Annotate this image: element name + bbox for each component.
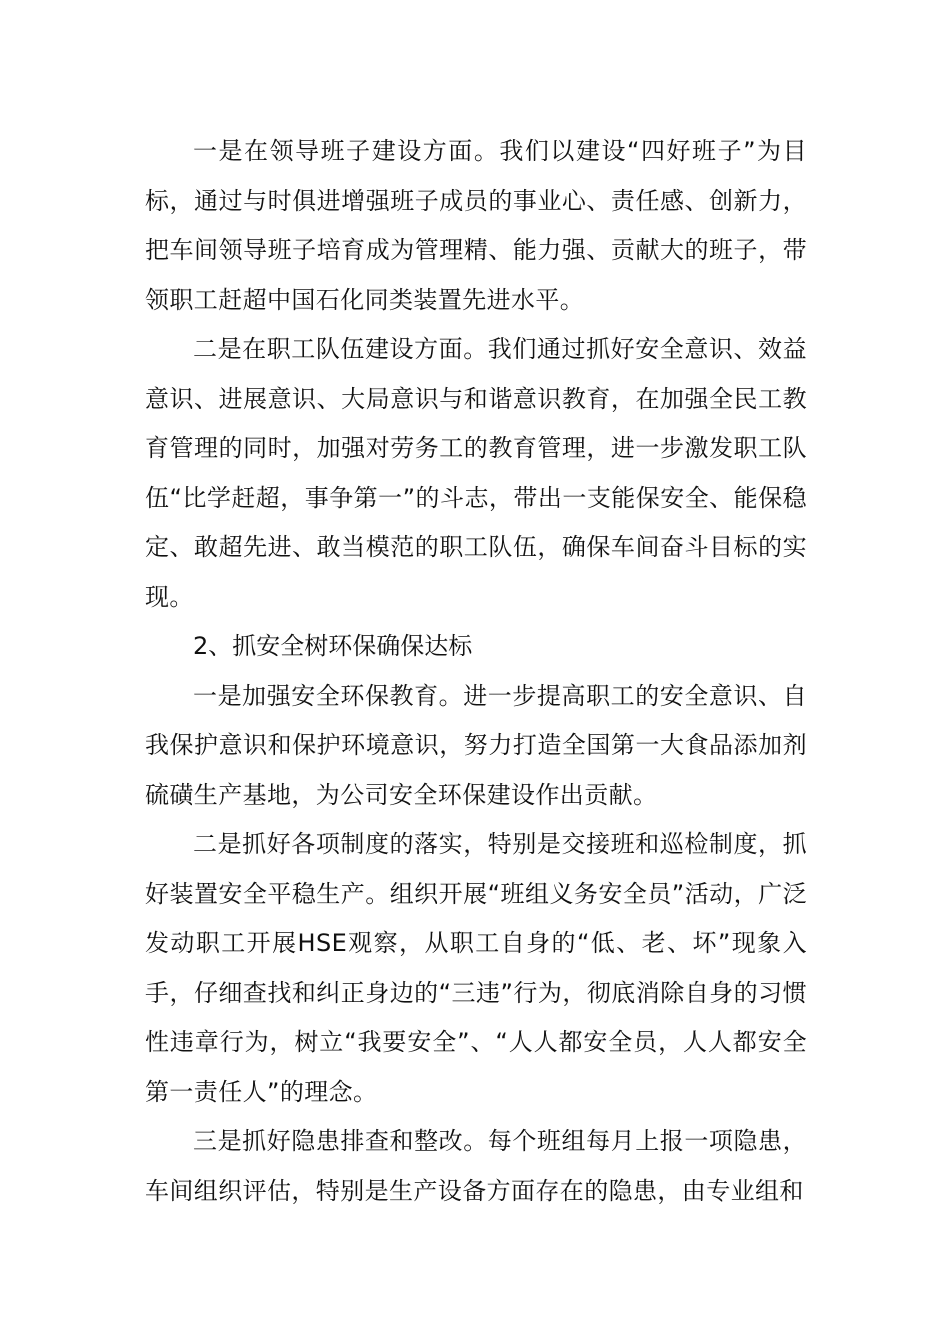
paragraph-hazard-inspection: 三是抓好隐患排查和整改。每个班组每月上报一项隐患，车间组织评估，特别是生产设备方面存在的隐患，由专业组和 <box>145 1127 807 1205</box>
paragraph-rules-implementation: 二是抓好各项制度的落实，特别是交接班和巡检制度，抓好装置安全平稳生产。组织开展“班组义务安全员”活动，广泛发动职工开展HSE观察，从职工自身的“低、老、坏”现象入手，仔细查找和纠正身边的“三违”行为，彻底消除自身的习惯性违章行为，树立“我要安全”、“人人都安全员，人人都安全第一责任人”的理念。 <box>145 830 807 1106</box>
paragraph-safety-education: 一是加强安全环保教育。进一步提高职工的安全意识、自我保护意识和保护环境意识，努力打造全国第一大食品添加剂硫磺生产基地，为公司安全环保建设作出贡献。 <box>145 681 807 809</box>
paragraph-workforce: 二是在职工队伍建设方面。我们通过抓好安全意识、效益意识、进展意识、大局意识与和谐意识教育，在加强全民工教育管理的同时，加强对劳务工的教育管理，进一步激发职工队伍“比学赶超，事争第一”的斗志，带出一支能保安全、能保稳定、敢超先进、敢当模范的职工队伍，确保车间奋斗目标的实现。 <box>145 335 807 611</box>
section-heading-safety: 2、抓安全树环保确保达标 <box>193 632 473 660</box>
paragraph-leadership: 一是在领导班子建设方面。我们以建设“四好班子”为目标，通过与时俱进增强班子成员的事业心、责任感、创新力，把车间领导班子培育成为管理精、能力强、贡献大的班子，带领职工赶超中国石化同类装置先进水平。 <box>145 137 807 314</box>
document-body <box>145 127 807 1216</box>
